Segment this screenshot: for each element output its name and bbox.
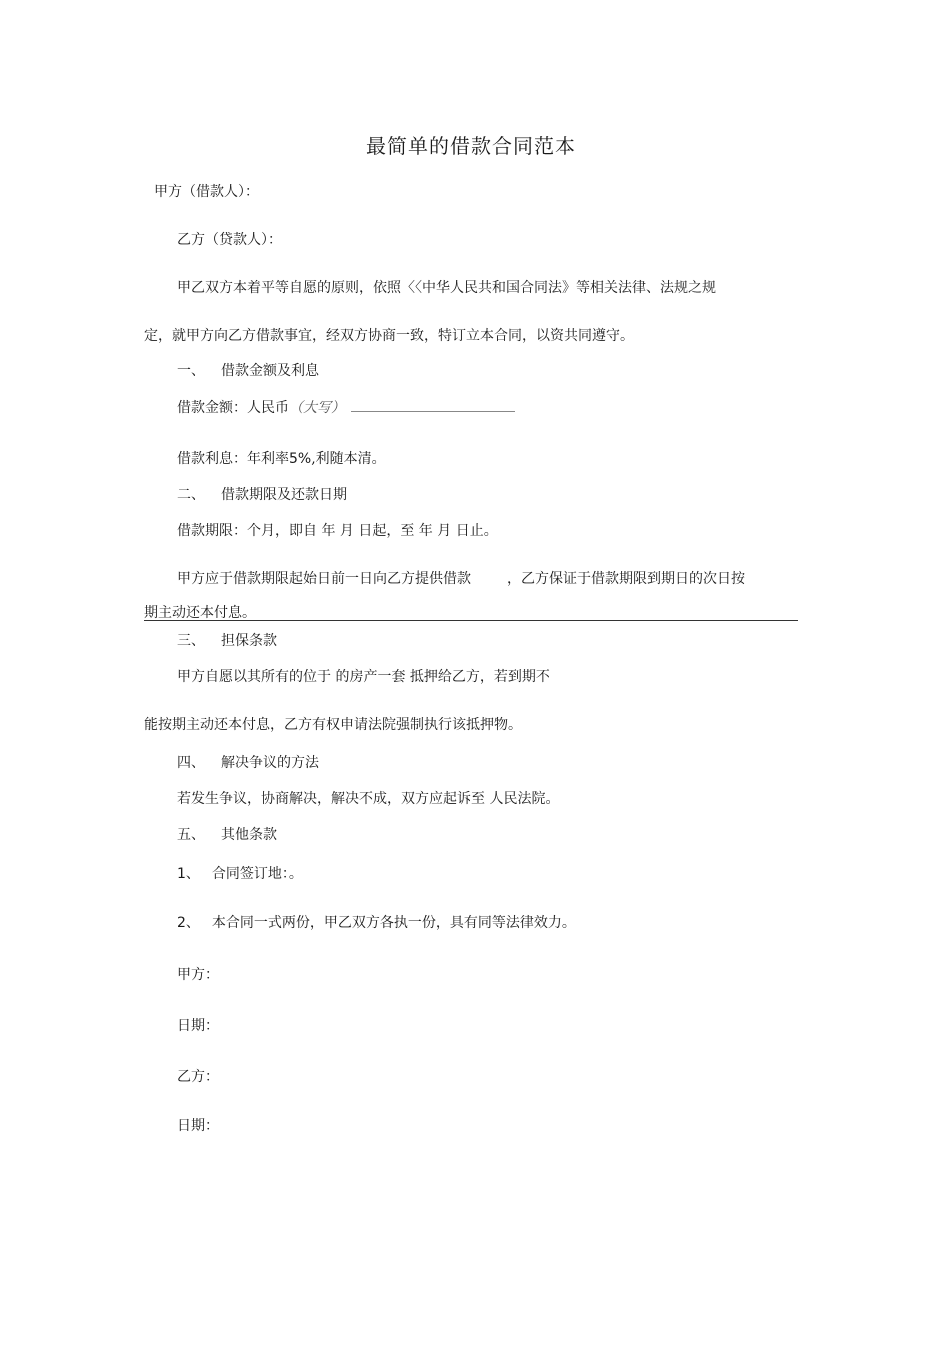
interest-suffix: ,利随本清。 (311, 451, 386, 467)
interest-line (177, 449, 386, 469)
section-title: 担保条款 (221, 633, 277, 649)
clause-item-number: 1、 (177, 866, 200, 882)
section-number: 一、 (177, 363, 205, 379)
section-1-heading (177, 361, 319, 381)
section-title: 解决争议的方法 (221, 755, 319, 771)
signature-date-a: 日期： (177, 1018, 219, 1034)
intro-line-2: 定，就甲方向乙方借款事宜，经双方协商一致，特订立本合同，以资共同遵守。 (144, 328, 634, 344)
section-title: 借款金额及利息 (221, 363, 319, 379)
obligation-line-2: 期主动还本付息。 (144, 605, 256, 621)
obligation-part-b: ，乙方保证于借款期限到期日的次日按 (507, 571, 745, 587)
section-2-heading (177, 485, 347, 505)
section-3-heading (177, 631, 277, 651)
section-title: 借款期限及还款日期 (221, 487, 347, 503)
loan-amount-label: 借款金额：人民币 (177, 400, 289, 416)
section-number: 二、 (177, 487, 205, 503)
signature-party-a: 甲方： (177, 967, 219, 983)
section-4-heading (177, 753, 319, 773)
section-title: 其他条款 (221, 827, 277, 843)
interest-label: 借款利息：年利率 (177, 451, 289, 467)
party-a-label: 甲方（借款人）： (154, 184, 259, 200)
section-number: 五、 (177, 827, 205, 843)
signature-party-b: 乙方： (177, 1069, 219, 1085)
clause-item-2 (177, 913, 576, 933)
clause-item-text: 合同签订地：。 (211, 866, 303, 882)
dispute-text: 若发生争议，协商解决，解决不成，双方应起诉至 人民法院。 (177, 791, 560, 807)
section-5-heading (177, 825, 277, 845)
section-number: 三、 (177, 633, 205, 649)
intro-line-1: 甲乙双方本着平等自愿的原则，依照〈〈中华人民共和国合同法》等相关法律、法规之规 (177, 280, 716, 296)
clause-item-text: 本合同一式两份，甲乙双方各执一份，具有同等法律效力。 (211, 915, 576, 931)
obligation-part-a: 甲方应于借款期限起始日前一日向乙方提供借款 (177, 571, 471, 587)
loan-amount-hint: （大写） (289, 400, 345, 416)
section-number: 四、 (177, 755, 205, 771)
guarantee-line-1: 甲方自愿以其所有的位于 的房产一套 抵押给乙方，若到期不 (177, 669, 550, 685)
obligation-line-1 (177, 569, 745, 589)
loan-amount-blank (351, 397, 515, 412)
guarantee-line-2: 能按期主动还本付息，乙方有权申请法院强制执行该抵押物。 (144, 717, 522, 733)
clause-item-number: 2、 (177, 915, 200, 931)
loan-term-line: 借款期限：个月，即自 年 月 日起，至 年 月 日止。 (177, 523, 498, 539)
clause-item-1 (177, 864, 303, 884)
interest-rate: 5% (289, 451, 312, 467)
signature-date-b: 日期： (177, 1118, 219, 1134)
horizontal-rule (144, 620, 798, 621)
loan-amount-line (177, 397, 515, 418)
party-b-label: 乙方（贷款人）： (177, 232, 282, 248)
page-title: 最简单的借款合同范本 (366, 134, 576, 158)
